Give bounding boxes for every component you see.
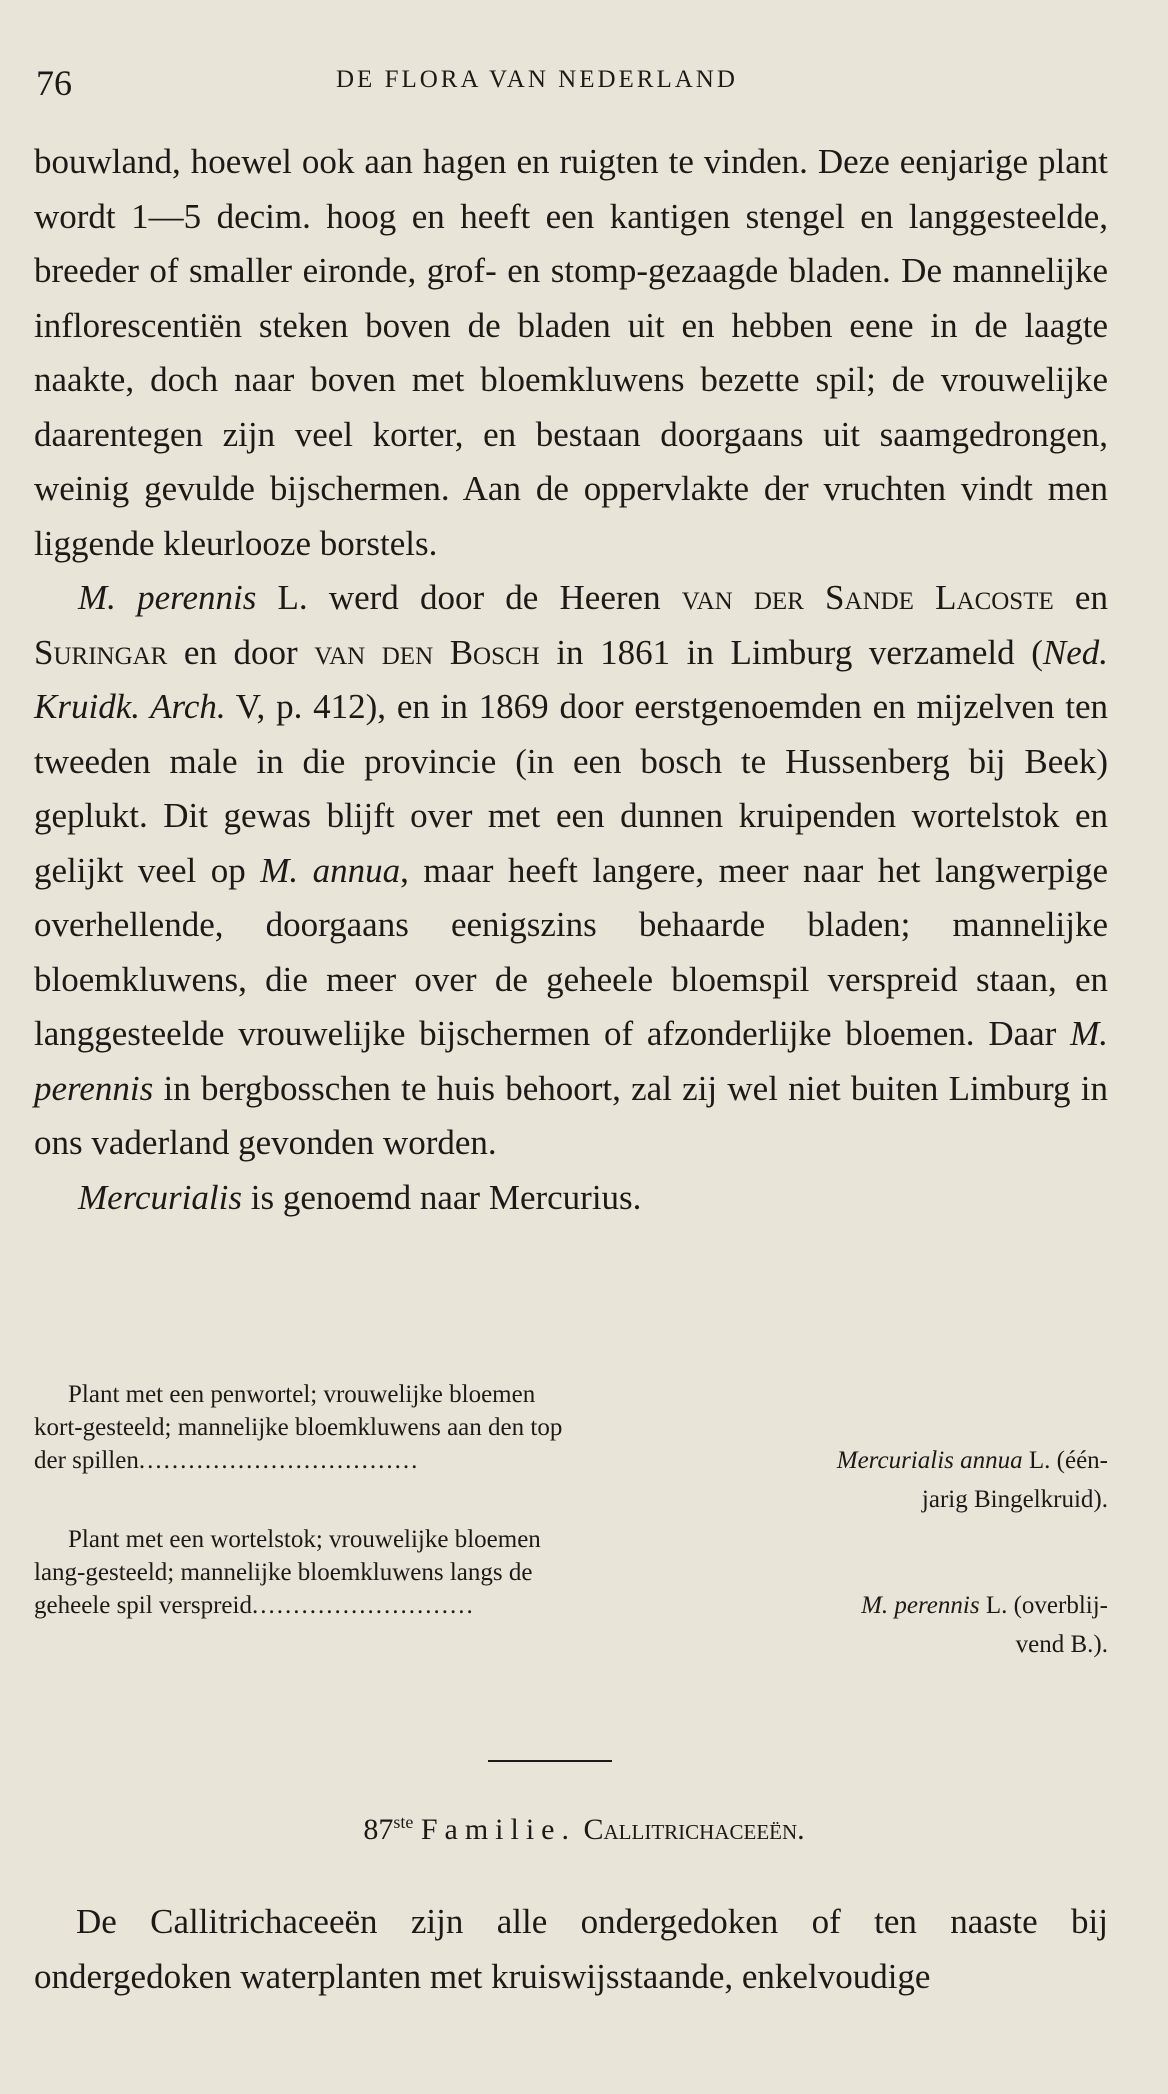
person-name: van der Sande Lacoste	[681, 578, 1054, 617]
key-result-continuation: jarig Bingelkruid).	[921, 1486, 1108, 1513]
paragraph-callitrichaceae: De Callitrichaceeën zijn alle ondergedoken of ten naaste bij ondergedoken waterplanten met kruiswijsstaande, enkelvoudige	[34, 1902, 1108, 1996]
page-header	[36, 62, 1096, 112]
species-name: M. perennis	[34, 1014, 1108, 1108]
family-name: Callitrichaceeën.	[583, 1813, 805, 1846]
family-number: 87	[363, 1813, 394, 1846]
key-line: Plant met een penwortel; vrouwelijke bloemen	[68, 1381, 536, 1408]
section-divider	[488, 1760, 612, 1762]
text-run: V, p. 412), en in 1869 door eerstgenoemden en mijzelven ten tweeden male in die provincie (in een bosch te Hussenberg bij Beek) geplukt. Dit gewas blijft over met een dunnen kruipenden wortelstok en gelijkt veel op	[34, 687, 1108, 890]
person-name: Suringar	[34, 632, 168, 672]
species-name: M. perennis	[861, 1592, 980, 1619]
page-number: 76	[36, 63, 72, 103]
key-author: L. (overblij-	[979, 1592, 1108, 1619]
citation: Ned. Kruidk. Arch.	[34, 632, 1108, 726]
species-name: Mercurialis annua	[836, 1447, 1023, 1474]
text-run: en	[1053, 578, 1108, 617]
paragraph-perennis	[34, 571, 1108, 1171]
text-run: in bergbosschen te huis behoort, zal zij wel niet buiten Limburg in ons vaderland gevonden worden.	[34, 1068, 1108, 1162]
key-line: lang-gesteeld; mannelijke bloemkluwens langs de	[34, 1559, 533, 1586]
identification-key	[34, 1378, 1108, 1668]
species-name: M. annua	[260, 850, 401, 890]
genus-name: Mercurialis	[78, 1177, 242, 1217]
species-name: M. perennis	[78, 578, 257, 617]
text-run: L. werd door de Heeren	[256, 578, 682, 617]
paragraph-etymology	[34, 1171, 1108, 1226]
family-heading	[0, 1812, 1168, 1847]
key-line: Plant met een wortelstok; vrouwelijke bloemen	[68, 1526, 541, 1553]
family-label: Familie.	[420, 1813, 576, 1846]
key-result	[837, 1444, 1108, 1477]
family-text	[34, 1895, 1108, 2004]
text-run: is genoemd naar Mercurius.	[241, 1177, 642, 1217]
family-number-suffix: ste	[393, 1812, 414, 1832]
key-text: geheele spil verspreid	[34, 1592, 252, 1619]
key-line	[34, 1589, 1108, 1622]
running-title: DE FLORA VAN NEDERLAND	[336, 66, 738, 93]
text-run: en door	[167, 632, 315, 672]
key-text: der spillen	[34, 1447, 139, 1474]
key-line	[34, 1444, 1108, 1477]
leader-dots: ..................................	[138, 1447, 420, 1474]
key-result-continuation: vend B.).	[1015, 1631, 1108, 1658]
main-text	[34, 135, 1108, 1225]
paragraph-continuation: bouwland, hoewel ook aan hagen en ruigten te vinden. Deze eenjarige plant wordt 1—5 decim. hoog en heeft een kantigen stengel en langgesteelde, breeder of smaller eironde, grof- en stomp-gezaagde bladen. De mannelijke inflorescentiën steken boven de bladen uit en hebben eene in de laagte naakte, doch naar boven met bloemkluwens bezette spil; de vrouwelijke daarentegen zijn veel korter, en bestaan doorgaans uit saamgedrongen, weinig gevulde bijschermen. Aan de oppervlakte der vruchten vindt men liggende kleurlooze borstels.	[34, 142, 1108, 563]
text-run: in 1861 in Limburg verzameld (	[539, 632, 1043, 672]
key-author: L. (één-	[1022, 1447, 1108, 1474]
text-run: , maar heeft langere, meer naar het langwerpige overhellende, doorgaans eenigszins behaarde bladen; mannelijke bloemkluwens, die meer over de geheele bloemspil verspreid staan, en langgesteelde vrouwelijke bijschermen of afzonderlijke bloemen. Daar	[34, 850, 1109, 1053]
leader-dots: ...........................	[251, 1592, 475, 1619]
key-result	[861, 1589, 1108, 1622]
person-name: van den Bosch	[314, 632, 540, 672]
key-line: kort-gesteeld; mannelijke bloemkluwens aan den top	[34, 1414, 563, 1441]
